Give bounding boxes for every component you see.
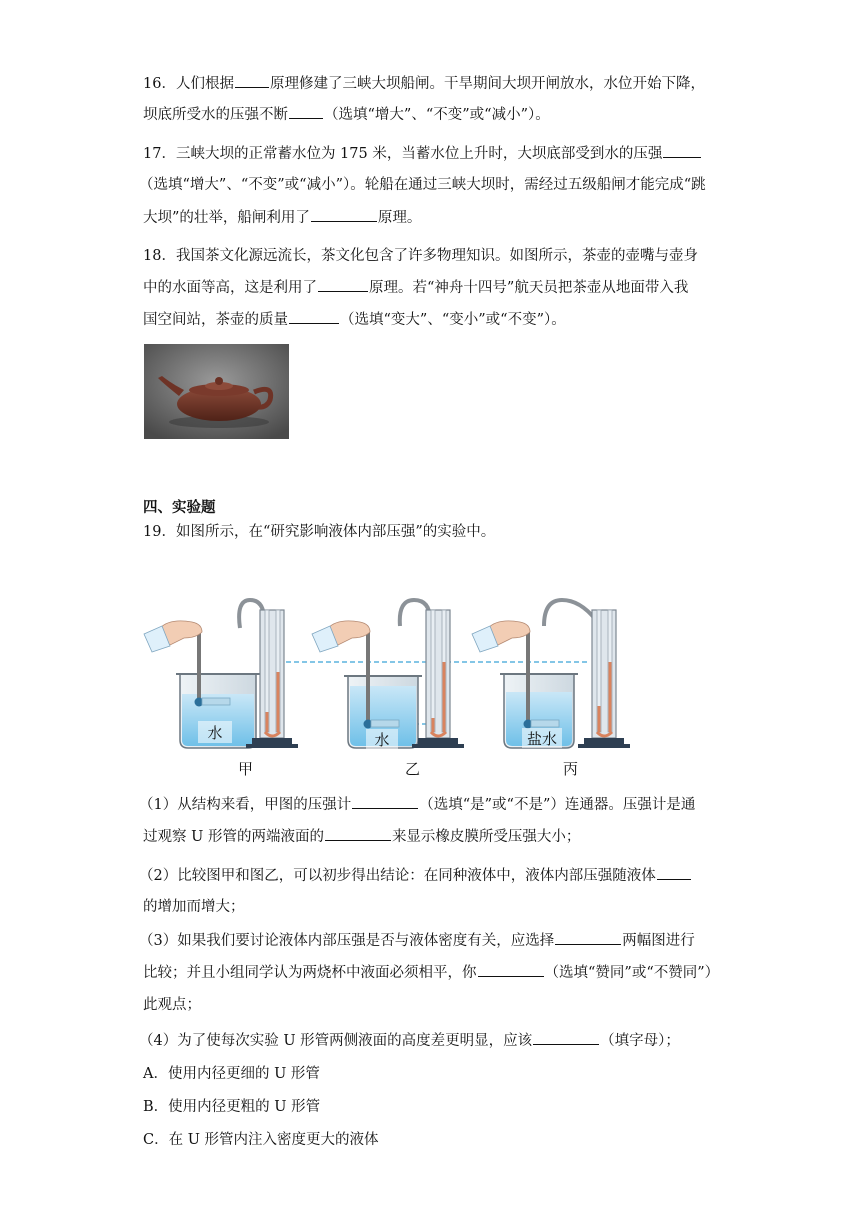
q16-text: 坝底所受水的压强不断 (143, 107, 288, 123)
q19-p3-blank-2[interactable] (478, 962, 544, 977)
figure-caption-jia: 甲 (238, 760, 254, 778)
q19-text: 两幅图进行 (622, 933, 695, 949)
figure-caption-bing: 丙 (563, 760, 579, 778)
q19-p1-blank-2[interactable] (325, 826, 391, 841)
q18-blank-2[interactable] (289, 309, 339, 324)
beaker-label-bing: 盐水 (526, 730, 558, 748)
q18-text: （选填“变大”、“变小”或“不变”）。 (340, 312, 566, 328)
q19-text: （1）从结构来看，甲图的压强计 (139, 797, 352, 813)
q16-line2 (143, 104, 550, 125)
q17-text: 大坝”的壮举，船闸利用了 (143, 210, 310, 226)
q16-blank-1[interactable] (235, 73, 269, 88)
q19-p3-blank-1[interactable] (555, 930, 621, 945)
q18-line1 (143, 246, 698, 266)
q17-line1 (143, 143, 702, 164)
q19-p3-line1 (139, 930, 695, 951)
q16-text: 16．人们根据 (143, 76, 234, 92)
q18-text: 18．我国茶文化源远流长，茶文化包含了许多物理知识。如图所示，茶壶的壶嘴与壶身 (143, 248, 698, 264)
q19-p4-line1 (139, 1030, 680, 1051)
q19-p1-line1 (139, 794, 695, 815)
q18-line2 (143, 277, 688, 298)
q16-blank-2[interactable] (289, 104, 323, 119)
q17-text: （选填“增大”、“不变”或“减小”）。轮船在通过三峡大坝时，需经过五级船闸才能完成“跳 (139, 177, 706, 193)
q19-text: （填字母）； (600, 1033, 680, 1049)
q19-option-a[interactable]: A．使用内径更细的 U 形管 (143, 1066, 320, 1082)
teapot-image (144, 344, 289, 439)
q19-text: （选填“是”或“不是”）连通器。压强计是通 (419, 797, 696, 813)
q19-text: （3）如果我们要讨论液体内部压强是否与液体密度有关，应选择 (139, 933, 555, 949)
q19-text: 此观点； (143, 997, 201, 1013)
q19-text: （选填“赞同”或“不赞同”） (544, 965, 720, 981)
q19-text: 比较；并且小组同学认为两烧杯中液面必须相平，你 (143, 965, 477, 981)
q18-line3 (143, 309, 566, 330)
setup-yi (312, 600, 464, 748)
q19-text: 的增加而增大； (143, 899, 245, 915)
q19-stem: 19．如图所示，在“研究影响液体内部压强”的实验中。 (143, 524, 496, 540)
q16-line1 (143, 73, 705, 94)
q17-line2 (139, 175, 706, 195)
q19-p1-line2 (143, 826, 580, 847)
q19-text: （4）为了使每次实验 U 形管两侧液面的高度差更明显，应该 (139, 1033, 533, 1049)
q19-p2-line1 (139, 865, 692, 886)
q19-text: 过观察 U 形管的两端液面的 (143, 829, 324, 845)
q19-option-b[interactable]: B．使用内径更粗的 U 形管 (143, 1099, 321, 1115)
q16-text: 原理修建了三峡大坝船闸。干旱期间大坝开闸放水，水位开始下降， (269, 76, 705, 92)
q17-blank-2[interactable] (311, 207, 377, 222)
q19-p2-blank-1[interactable] (657, 865, 691, 880)
q19-text: 来显示橡皮膜所受压强大小； (391, 829, 581, 845)
q19-p4-blank-1[interactable] (533, 1030, 599, 1045)
q16-text: （选填“增大”、“不变”或“减小”）。 (324, 107, 550, 123)
q18-text: 中的水面等高，这是利用了 (143, 280, 317, 296)
q17-line3 (143, 207, 421, 228)
q19-text: （2）比较图甲和图乙，可以初步得出结论：在同种液体中，液体内部压强随液体 (139, 868, 656, 884)
q19-p3-line2 (143, 962, 719, 983)
q17-text: 原理。 (377, 210, 422, 226)
beaker-label-yi: 水 (374, 731, 390, 749)
figure-caption-yi: 乙 (405, 760, 421, 778)
q19-p3-line3 (143, 995, 201, 1015)
beaker-label-jia: 水 (207, 724, 223, 742)
q18-blank-1[interactable] (318, 277, 368, 292)
q19-p1-blank-1[interactable] (352, 794, 418, 809)
q19-option-c[interactable]: C．在 U 形管内注入密度更大的液体 (143, 1132, 379, 1148)
q18-text: 国空间站，茶壶的质量 (143, 312, 288, 328)
q19-p2-line2 (143, 897, 245, 917)
q18-text: 原理。若“神舟十四号”航天员把茶壶从地面带入我 (369, 280, 689, 296)
pressure-gauge-figure (140, 590, 640, 785)
section-title: 四、实验题 (143, 500, 216, 516)
q17-blank-1[interactable] (663, 143, 701, 158)
setup-bing (472, 600, 630, 748)
q17-text: 17．三峡大坝的正常蓄水位为 175 米，当蓄水位上升时，大坝底部受到水的压强 (143, 146, 663, 162)
